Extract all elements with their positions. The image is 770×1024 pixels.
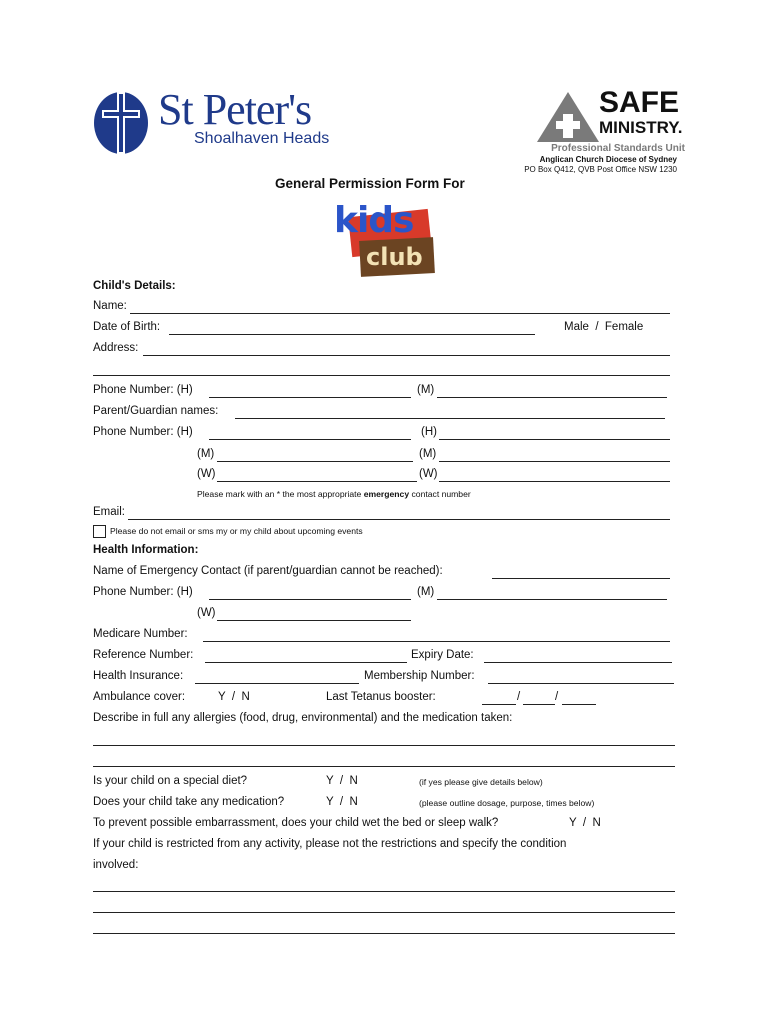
dob-field[interactable] xyxy=(169,334,535,335)
email-label: Email: xyxy=(93,506,125,518)
gender-option[interactable]: Male / Female xyxy=(564,321,644,333)
health-heading: Health Information: xyxy=(93,544,199,556)
parent-phone-label: Phone Number: (H) xyxy=(93,426,193,438)
reference-label: Reference Number: xyxy=(93,649,194,661)
health-phone-mobile-label: (M) xyxy=(417,586,435,598)
dob-label: Date of Birth: xyxy=(93,321,161,333)
restrictions-field-line3[interactable] xyxy=(93,933,675,934)
address-label: Address: xyxy=(93,342,139,354)
allergies-label: Describe in full any allergies (food, drug, environmental) and the medication taken: xyxy=(93,712,513,724)
health-phone-home-field[interactable] xyxy=(209,599,411,600)
logo-title: St Peter's xyxy=(158,85,312,134)
email-field[interactable] xyxy=(128,519,670,520)
allergies-field-line2[interactable] xyxy=(93,766,675,767)
no-email-checkbox[interactable] xyxy=(93,525,106,538)
psu-text: Professional Standards Unit xyxy=(551,143,685,154)
childs-details-heading: Child's Details: xyxy=(93,280,176,292)
insurance-field[interactable] xyxy=(195,683,359,684)
health-phone-work-label: (W) xyxy=(197,607,216,619)
parent2-work-field[interactable] xyxy=(439,481,670,482)
diocese-text: Anglican Church Diocese of Sydney xyxy=(539,155,677,164)
restrictions-label-2: involved: xyxy=(93,859,139,871)
kids-club-logo xyxy=(332,197,436,277)
health-phone-work-field[interactable] xyxy=(217,620,411,621)
medication-label: Does your child take any medication? xyxy=(93,796,285,808)
emergency-note-emphasis: emergency xyxy=(363,489,410,499)
phone-mobile-label: (M) xyxy=(417,384,435,396)
medication-note: (please outline dosage, purpose, times below) xyxy=(419,798,595,808)
reference-field[interactable] xyxy=(205,662,407,663)
ambulance-yn[interactable]: Y / N xyxy=(218,691,250,703)
st-peters-logo xyxy=(90,86,350,158)
parent1-mobile-field[interactable] xyxy=(217,461,413,462)
club-logo-text: club xyxy=(366,243,423,271)
parent1-work-field[interactable] xyxy=(217,481,417,482)
medicare-field[interactable] xyxy=(203,641,670,642)
membership-field[interactable] xyxy=(488,683,674,684)
insurance-label: Health Insurance: xyxy=(93,670,184,682)
medicare-label: Medicare Number: xyxy=(93,628,188,640)
emergency-note xyxy=(197,489,471,499)
allergies-field-line1[interactable] xyxy=(93,745,675,746)
tetanus-slash-1: / xyxy=(517,691,521,703)
tetanus-label: Last Tetanus booster: xyxy=(326,691,436,703)
diet-label: Is your child on a special diet? xyxy=(93,775,248,787)
diet-note: (if yes please give details below) xyxy=(419,777,543,787)
parent-names-label: Parent/Guardian names: xyxy=(93,405,219,417)
page-title: General Permission Form For xyxy=(275,176,465,191)
parent1-mobile-label: (M) xyxy=(197,448,215,460)
diocese-address: PO Box Q412, QVB Post Office NSW 1230 xyxy=(524,165,677,174)
parent2-home-field[interactable] xyxy=(439,439,670,440)
restrictions-field-line2[interactable] xyxy=(93,912,675,913)
phone-home-field[interactable] xyxy=(209,397,411,398)
parent-names-field[interactable] xyxy=(235,418,665,419)
health-phone-label: Phone Number: (H) xyxy=(93,586,193,598)
tetanus-day-field[interactable] xyxy=(482,704,516,705)
phone-mobile-field[interactable] xyxy=(437,397,667,398)
emergency-contact-field[interactable] xyxy=(492,578,670,579)
ministry-text: MINISTRY. xyxy=(599,118,683,137)
house-cross-icon xyxy=(537,92,599,144)
emergency-note-pre: Please mark with an * the most appropriate xyxy=(197,489,362,499)
tetanus-year-field[interactable] xyxy=(562,704,596,705)
cross-icon xyxy=(90,86,152,158)
ambulance-label: Ambulance cover: xyxy=(93,691,186,703)
no-email-label: Please do not email or sms my or my child about upcoming events xyxy=(110,526,363,536)
bedwet-yn[interactable]: Y / N xyxy=(569,817,601,829)
emergency-note-post: contact number xyxy=(411,489,471,499)
name-label: Name: xyxy=(93,300,127,312)
phone-home-label: Phone Number: (H) xyxy=(93,384,193,396)
parent1-work-label: (W) xyxy=(197,468,216,480)
address-field[interactable] xyxy=(143,355,670,356)
bedwet-label: To prevent possible embarrassment, does your child wet the bed or sleep walk? xyxy=(93,817,499,829)
expiry-label: Expiry Date: xyxy=(411,649,474,661)
tetanus-month-field[interactable] xyxy=(523,704,555,705)
restrictions-field-line1[interactable] xyxy=(93,891,675,892)
membership-label: Membership Number: xyxy=(364,670,475,682)
tetanus-slash-2: / xyxy=(555,691,559,703)
parent2-mobile-label: (M) xyxy=(419,448,437,460)
medication-yn[interactable]: Y / N xyxy=(326,796,358,808)
safe-text: SAFE xyxy=(599,86,680,119)
expiry-field[interactable] xyxy=(484,662,672,663)
emergency-contact-label: Name of Emergency Contact (if parent/guardian cannot be reached): xyxy=(93,565,443,577)
parent2-work-label: (W) xyxy=(419,468,438,480)
address-field-line2[interactable] xyxy=(93,375,670,376)
parent2-mobile-field[interactable] xyxy=(439,461,670,462)
logo-subtitle: Shoalhaven Heads xyxy=(194,130,330,147)
name-field[interactable] xyxy=(130,313,670,314)
restrictions-label: If your child is restricted from any activity, please not the restrictions and specify the condition xyxy=(93,838,567,850)
diet-yn[interactable]: Y / N xyxy=(326,775,358,787)
kids-logo-text: kids xyxy=(334,200,414,241)
health-phone-mobile-field[interactable] xyxy=(437,599,667,600)
parent1-home-field[interactable] xyxy=(209,439,411,440)
parent2-home-label: (H) xyxy=(421,426,437,438)
